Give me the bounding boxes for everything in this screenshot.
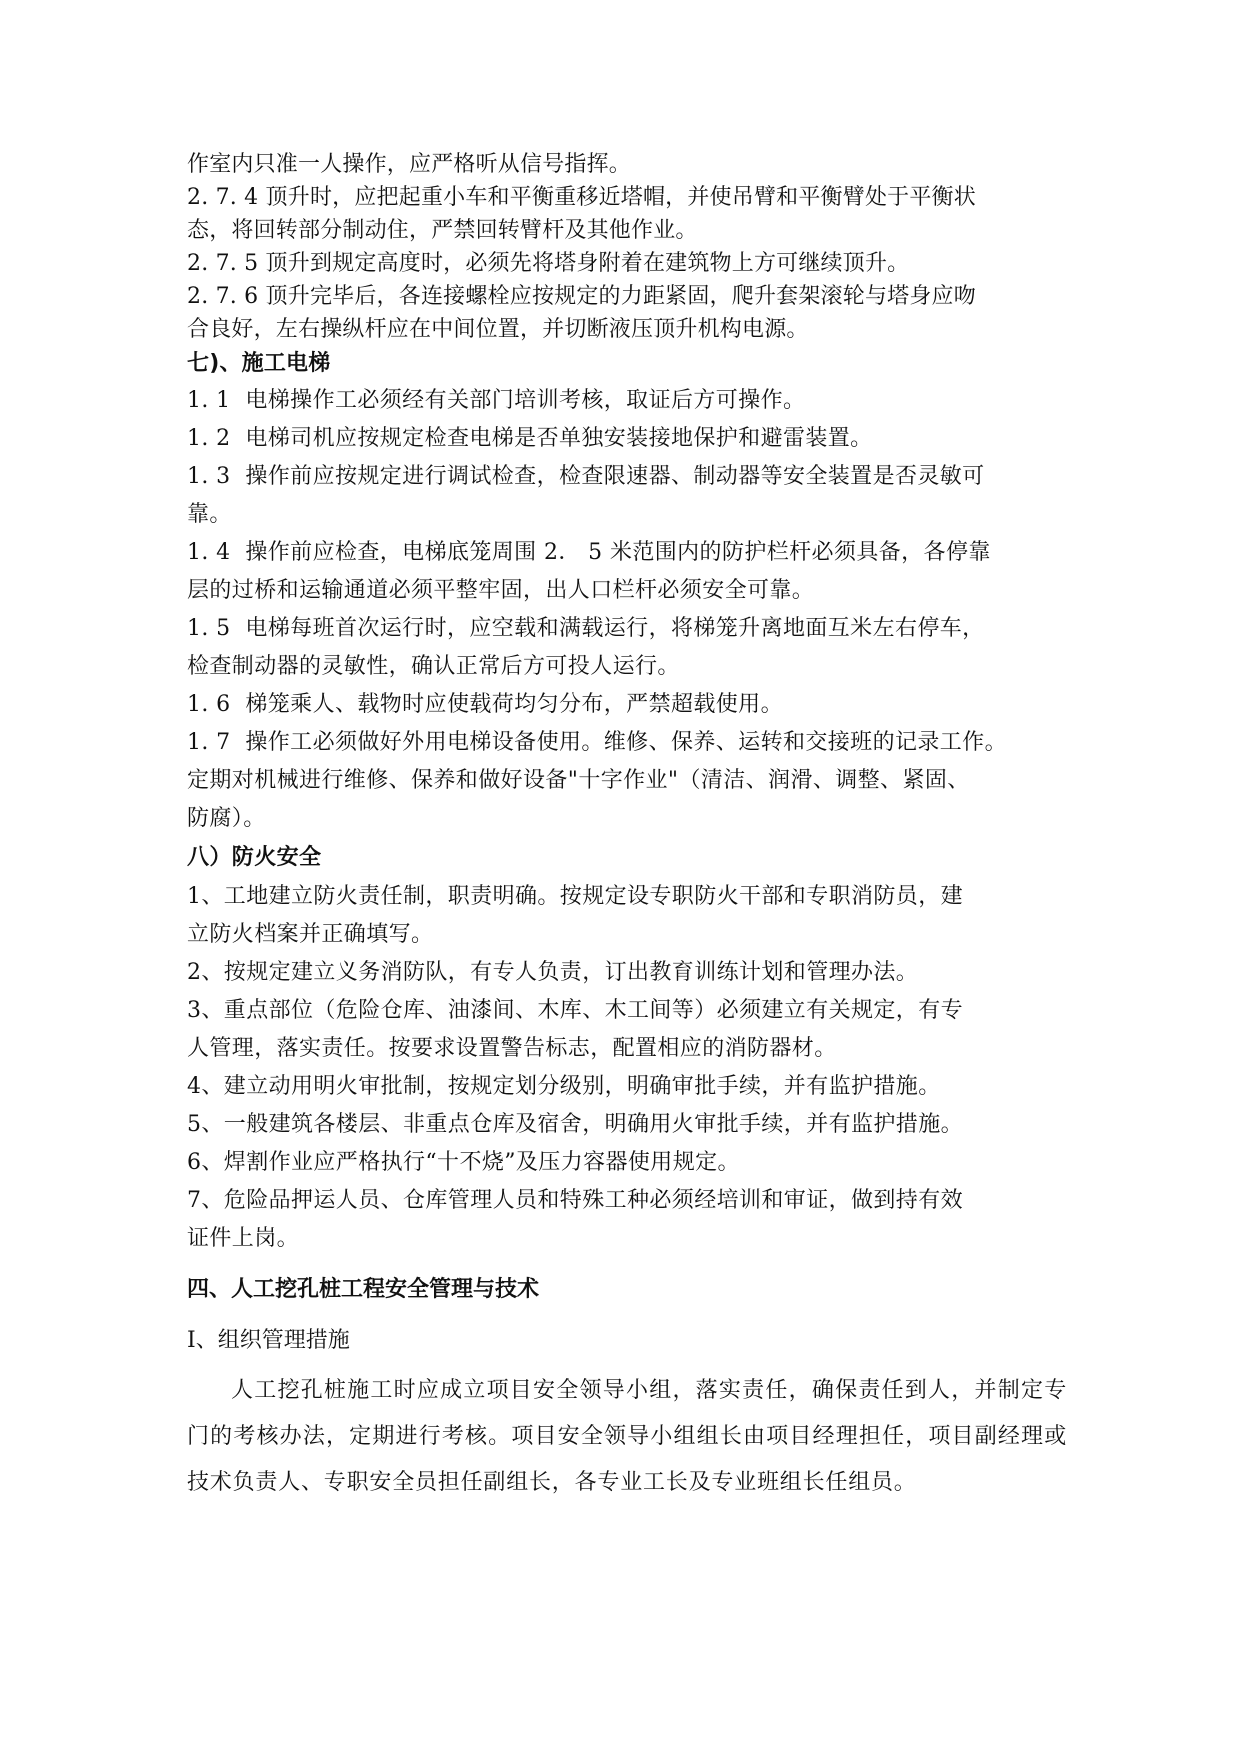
text-line: 靠。 [187,502,232,527]
text-line: 2、按规定建立义务消防队，有专人负责，订出教育训练计划和管理办法。 [187,960,919,985]
text-line: 1. 6 梯笼乘人、载物时应使载荷均匀分布，严禁超载使用。 [187,692,783,717]
text-line: 1. 4 操作前应检查，电梯底笼周围 2． 5 米范围内的防护栏杆必须具备，各停靠 [187,540,991,565]
text-line: 态，将回转部分制动住，严禁回转臂杆及其他作业。 [187,218,698,243]
text-line: 防腐）。 [187,806,266,831]
text-line: 人管理，落实责任。按要求设置警告标志，配置相应的消防器材。 [187,1036,837,1061]
text-line: 证件上岗。 [187,1226,300,1251]
text-line: 定期对机械进行维修、保养和做好设备"十字作业"（清洁、润滑、调整、紧固、 [187,768,970,793]
text-line: 1、工地建立防火责任制，职责明确。按规定设专职防火干部和专职消防员，建 [187,884,963,909]
text-line: 2. 7. 6 顶升完毕后，各连接螺栓应按规定的力距紧固，爬升套架滚轮与塔身应吻 [187,284,976,309]
text-line: 1. 1 电梯操作工必须经有关部门培训考核，取证后方可操作。 [187,388,806,413]
text-line: 1. 5 电梯每班首次运行时，应空载和满载运行，将梯笼升离地面互米左右停车， [187,616,985,641]
text-line: 2. 7. 5 顶升到规定高度时，必须先将塔身附着在建筑物上方可继续顶升。 [187,251,910,276]
document-body [187,148,1067,1506]
subheading-organization: Ⅰ、组织管理措施 [187,1328,350,1353]
fire-section [187,878,1067,1258]
section-heading-fire: 八）防火安全 [187,845,322,870]
section-heading-pile: 四、人工挖孔桩工程安全管理与技术 [187,1277,540,1302]
text-line: 3、重点部位（危险仓库、油漆间、木库、木工间等）必须建立有关规定，有专 [187,998,963,1023]
section-heading-elevator: 七)、施工电梯 [187,351,331,376]
text-line: 6、焊割作业应严格执行“十不烧”及压力容器使用规定。 [187,1150,740,1175]
text-line: 立防火档案并正确填写。 [187,922,434,947]
body-paragraph: 人工挖孔桩施工时应成立项目安全领导小组，落实责任，确保责任到人，并制定专门的考核办法，定期进行考核。项目安全领导小组组长由项目经理担任，项目副经理或技术负责人、专职安全员担任副组长，各专业工长及专业班组长任组员。 [187,1378,1067,1495]
text-line: 5、一般建筑各楼层、非重点仓库及宿舍，明确用火审批手续，并有监护措施。 [187,1112,963,1137]
text-line: 作室内只准一人操作，应严格听从信号指挥。 [187,152,632,177]
text-line: 7、危险品押运人员、仓库管理人员和特殊工种必须经培训和审证，做到持有效 [187,1188,963,1213]
text-line: 2. 7. 4 顶升时，应把起重小车和平衡重移近塔帽，并使吊臂和平衡臂处于平衡状 [187,185,976,210]
text-line: 层的过桥和运输通道必须平整牢固，出人口栏杆必须安全可靠。 [187,578,815,603]
elevator-section [187,382,1067,838]
text-line: 4、建立动用明火审批制，按规定划分级别，明确审批手续，并有监护措施。 [187,1074,941,1099]
intro-block [187,148,1067,346]
text-line: 1. 3 操作前应按规定进行调试检查，检查限速器、制动器等安全装置是否灵敏可 [187,464,985,489]
text-line: 1. 7 操作工必须做好外用电梯设备使用。维修、保养、运转和交接班的记录工作。 [187,730,1007,755]
text-line: 合良好，左右操纵杆应在中间位置，并切断液压顶升机构电源。 [187,317,809,342]
text-line: 检查制动器的灵敏性，确认正常后方可投人运行。 [187,654,680,679]
text-line: 1. 2 电梯司机应按规定检查电梯是否单独安装接地保护和避雷装置。 [187,426,873,451]
